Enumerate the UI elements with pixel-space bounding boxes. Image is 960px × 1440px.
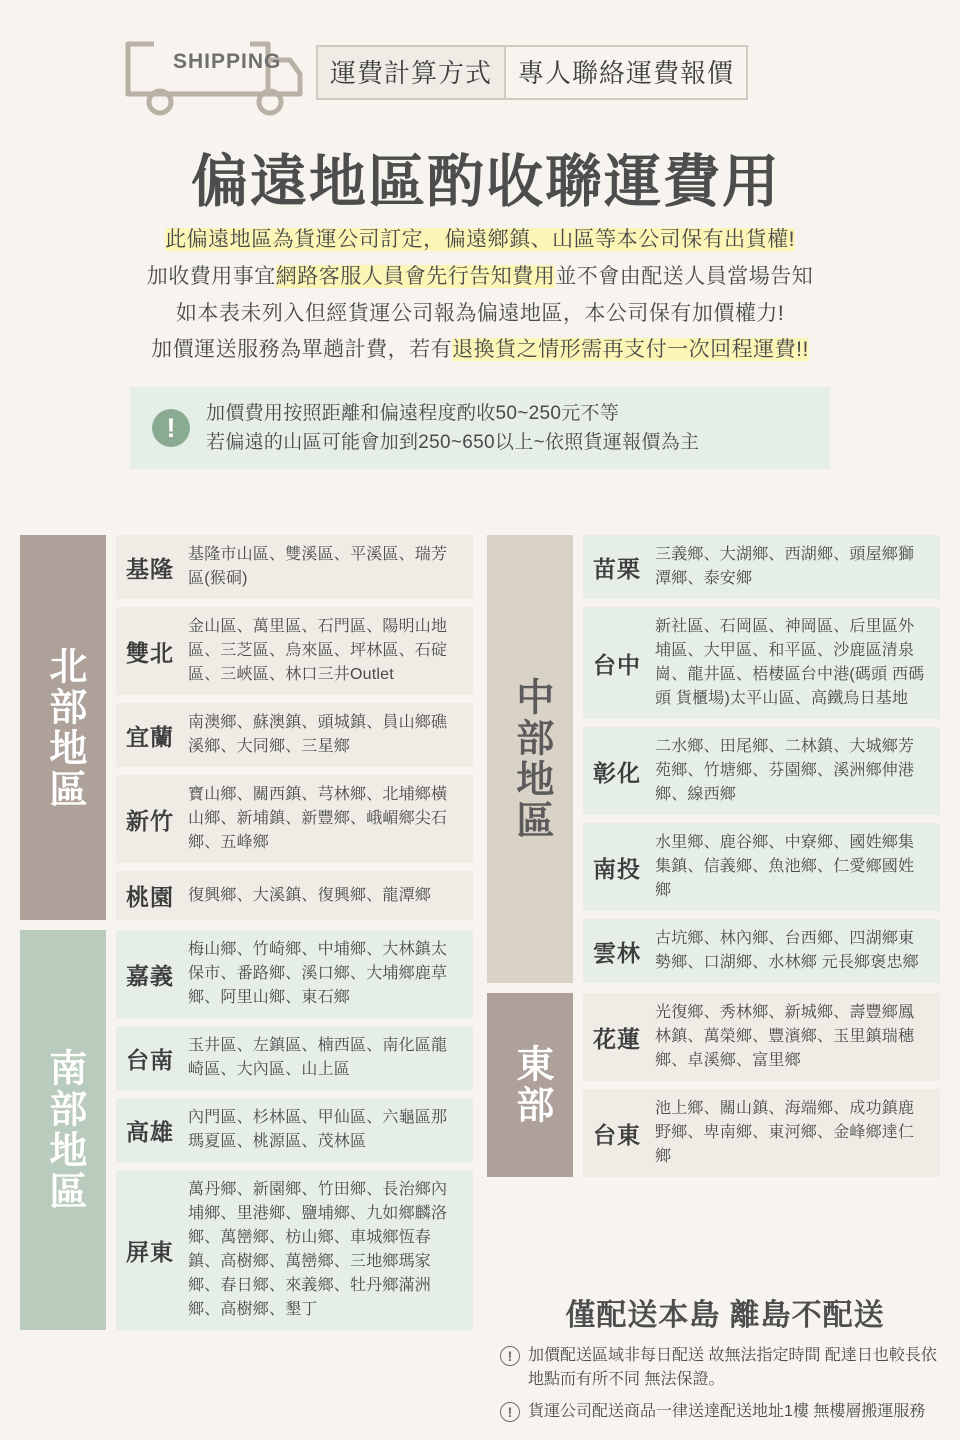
notice-text	[206, 399, 699, 458]
region-rows-3	[573, 535, 940, 983]
row-city-list: 復興鄉、大溪鎮、復興鄉、龍潭鄉	[188, 886, 432, 904]
notice-box	[130, 387, 830, 469]
tag-shipping-method: 運費計算方式	[316, 45, 506, 100]
exclamation-icon: !	[500, 1402, 520, 1422]
intro-line-4-segment-2: 退換貨之情形需再支付一次回程運費!!	[452, 338, 809, 362]
row-city-list: 南澳鄉、蘇澳鎮、頭城鎮、員山鄉礁溪鄉、大同鄉、三星鄉	[188, 714, 448, 755]
row-area-name: 苗栗	[593, 555, 641, 582]
table-row	[116, 930, 473, 1018]
intro-line-3	[0, 296, 960, 333]
row-area-name: 台中	[593, 651, 641, 678]
region-block-4	[487, 993, 940, 1177]
region-rows-4	[573, 993, 940, 1177]
shipping-label: SHIPPING	[173, 50, 282, 73]
row-city-list: 二水鄉、田尾鄉、二林鎮、大城鄉芳苑鄉、竹塘鄉、芬園鄉、溪洲鄉伸港鄉、線西鄉	[655, 738, 915, 803]
row-city-list: 三義鄉、大湖鄉、西湖鄉、頭屋鄉獅潭鄉、泰安鄉	[655, 546, 915, 587]
region-rows-2	[106, 930, 473, 1330]
row-area-name: 屏東	[126, 1238, 174, 1265]
intro-line-4-segment-1: 加價運送服務為單趟計費，若有	[151, 338, 453, 362]
table-row	[116, 535, 473, 599]
region-block-3	[487, 535, 940, 983]
row-area-name: 花蓮	[593, 1025, 641, 1052]
footer-note-text: 貨運公司配送商品一律送達配送地址1樓 無樓層搬運服務	[528, 1403, 926, 1420]
region-column-left	[20, 535, 473, 1340]
row-city-list: 池上鄉、關山鎮、海端鄉、成功鎮鹿野鄉、卑南鄉、東河鄉、金峰鄉達仁鄉	[655, 1100, 915, 1165]
row-area-name: 台南	[126, 1046, 174, 1073]
row-city-list: 內門區、杉林區、甲仙區、六龜區那瑪夏區、桃源區、茂林區	[188, 1109, 448, 1150]
row-area-name: 台東	[593, 1121, 641, 1148]
region-label-4: 東部	[487, 993, 573, 1177]
table-row	[583, 919, 940, 983]
row-area-name: 桃園	[126, 884, 174, 910]
intro-lines	[0, 222, 960, 369]
footer-note-text: 加價配送區域非每日配送 故無法指定時間 配達日也較長依地點而有所不同 無法保證。	[528, 1347, 937, 1388]
exclamation-icon: !	[152, 409, 190, 447]
header	[0, 0, 960, 469]
row-city-list: 光復鄉、秀林鄉、新城鄉、壽豐鄉鳳林鎮、萬榮鄉、豐濱鄉、玉里鎮瑞穗鄉、卓溪鄉、富里鄉	[655, 1004, 915, 1069]
row-area-name: 雙北	[126, 639, 174, 666]
exclamation-icon: !	[500, 1346, 520, 1366]
region-column-right	[487, 535, 940, 1340]
region-label-3: 中部地區	[487, 535, 573, 983]
table-row	[583, 535, 940, 599]
row-city-list: 寶山鄉、關西鎮、芎林鄉、北埔鄉橫山鄉、新埔鎮、新豐鄉、峨嵋鄉尖石鄉、五峰鄉	[188, 786, 448, 851]
table-row	[116, 871, 473, 920]
table-row	[583, 607, 940, 719]
table-row	[583, 727, 940, 815]
tag-quote-contact: 專人聯絡運費報價	[506, 45, 748, 100]
intro-line-1	[0, 222, 960, 259]
row-area-name: 嘉義	[126, 962, 174, 989]
row-city-list: 玉井區、左鎮區、楠西區、南化區龍崎區、大內區、山上區	[188, 1037, 448, 1078]
table-row	[116, 1170, 473, 1330]
row-area-name: 彰化	[593, 759, 641, 786]
footer-title: 僅配送本島 離島不配送	[565, 1299, 885, 1332]
row-area-name: 雲林	[593, 939, 641, 966]
region-table	[0, 535, 960, 1340]
page-title: 偏遠地區酌收聯運費用	[191, 150, 781, 214]
row-area-name: 基隆	[126, 555, 174, 582]
region-block-2	[20, 930, 473, 1330]
header-tags	[316, 45, 748, 100]
intro-line-2-segment-2: 網路客服人員會先行告知費用	[275, 264, 556, 288]
header-top-row	[0, 22, 960, 122]
row-area-name: 南投	[593, 855, 641, 882]
intro-line-2-segment-3: 並不會由配送人員當場告知	[555, 264, 814, 288]
row-city-list: 古坑鄉、林內鄉、台西鄉、四湖鄉東勢鄉、口湖鄉、水林鄉 元長鄉褒忠鄉	[655, 930, 919, 971]
table-row	[583, 1089, 940, 1177]
footer-note-1	[500, 1344, 950, 1392]
notice-line-2: 若偏遠的山區可能會加到250~650以上~依照貨運報價為主	[206, 432, 700, 453]
table-row	[116, 1026, 473, 1090]
row-city-list: 水里鄉、鹿谷鄉、中寮鄉、國姓鄉集集鎮、信義鄉、魚池鄉、仁愛鄉國姓鄉	[655, 834, 915, 899]
table-row	[116, 775, 473, 863]
notice-line-1: 加價費用按照距離和偏遠程度酌收50~250元不等	[206, 402, 620, 424]
region-block-1	[20, 535, 473, 920]
intro-line-1-segment-1: 此偏遠地區為貨運公司訂定，偏遠鄉鎮、山區等本公司保有出貨權!	[165, 228, 795, 251]
row-city-list: 梅山鄉、竹崎鄉、中埔鄉、大林鎮太保市、番路鄉、溪口鄉、大埔鄉鹿草鄉、阿里山鄉、東石鄉	[188, 941, 448, 1006]
row-area-name: 宜蘭	[126, 723, 174, 750]
row-city-list: 金山區、萬里區、石門區、陽明山地區、三芝區、烏來區、坪林區、石碇區、三峽區、林口三井Outlet	[188, 618, 448, 683]
table-row	[116, 1098, 473, 1162]
table-row	[116, 703, 473, 767]
table-row	[116, 607, 473, 695]
intro-line-3-segment-1: 如本表未列入但經貨運公司報為偏遠地區，本公司保有加價權力!	[175, 301, 785, 325]
intro-line-2-segment-1: 加收費用事宜	[146, 264, 276, 288]
table-row	[583, 823, 940, 911]
region-label-2: 南部地區	[20, 930, 106, 1330]
shipping-truck-icon	[118, 22, 308, 122]
row-city-list: 萬丹鄉、新園鄉、竹田鄉、長治鄉內埔鄉、里港鄉、鹽埔鄉、九如鄉麟洛鄉、萬巒鄉、枋山鄉、車城鄉恆春鎮、高樹鄉、萬巒鄉、三地鄉瑪家鄉、春日鄉、來義鄉、牡丹鄉滿洲鄉、高樹鄉、墾丁	[188, 1181, 448, 1318]
region-label-1: 北部地區	[20, 535, 106, 920]
intro-line-2	[0, 259, 960, 296]
footer-note-2	[500, 1400, 950, 1424]
intro-line-4	[0, 332, 960, 369]
row-city-list: 基隆市山區、雙溪區、平溪區、瑞芳區(猴硐)	[188, 546, 448, 587]
row-area-name: 新竹	[126, 807, 174, 834]
row-city-list: 新社區、石岡區、神岡區、后里區外埔區、大甲區、和平區、沙鹿區清泉崗、龍井區、梧棲區台中港(碼頭 西碼頭 貨櫃場)太平山區、高鐵烏日基地	[655, 618, 925, 707]
table-row	[583, 993, 940, 1081]
row-area-name: 高雄	[126, 1118, 174, 1145]
footer-notes	[500, 1344, 950, 1424]
region-rows-1	[106, 535, 473, 920]
footer	[500, 1290, 950, 1432]
